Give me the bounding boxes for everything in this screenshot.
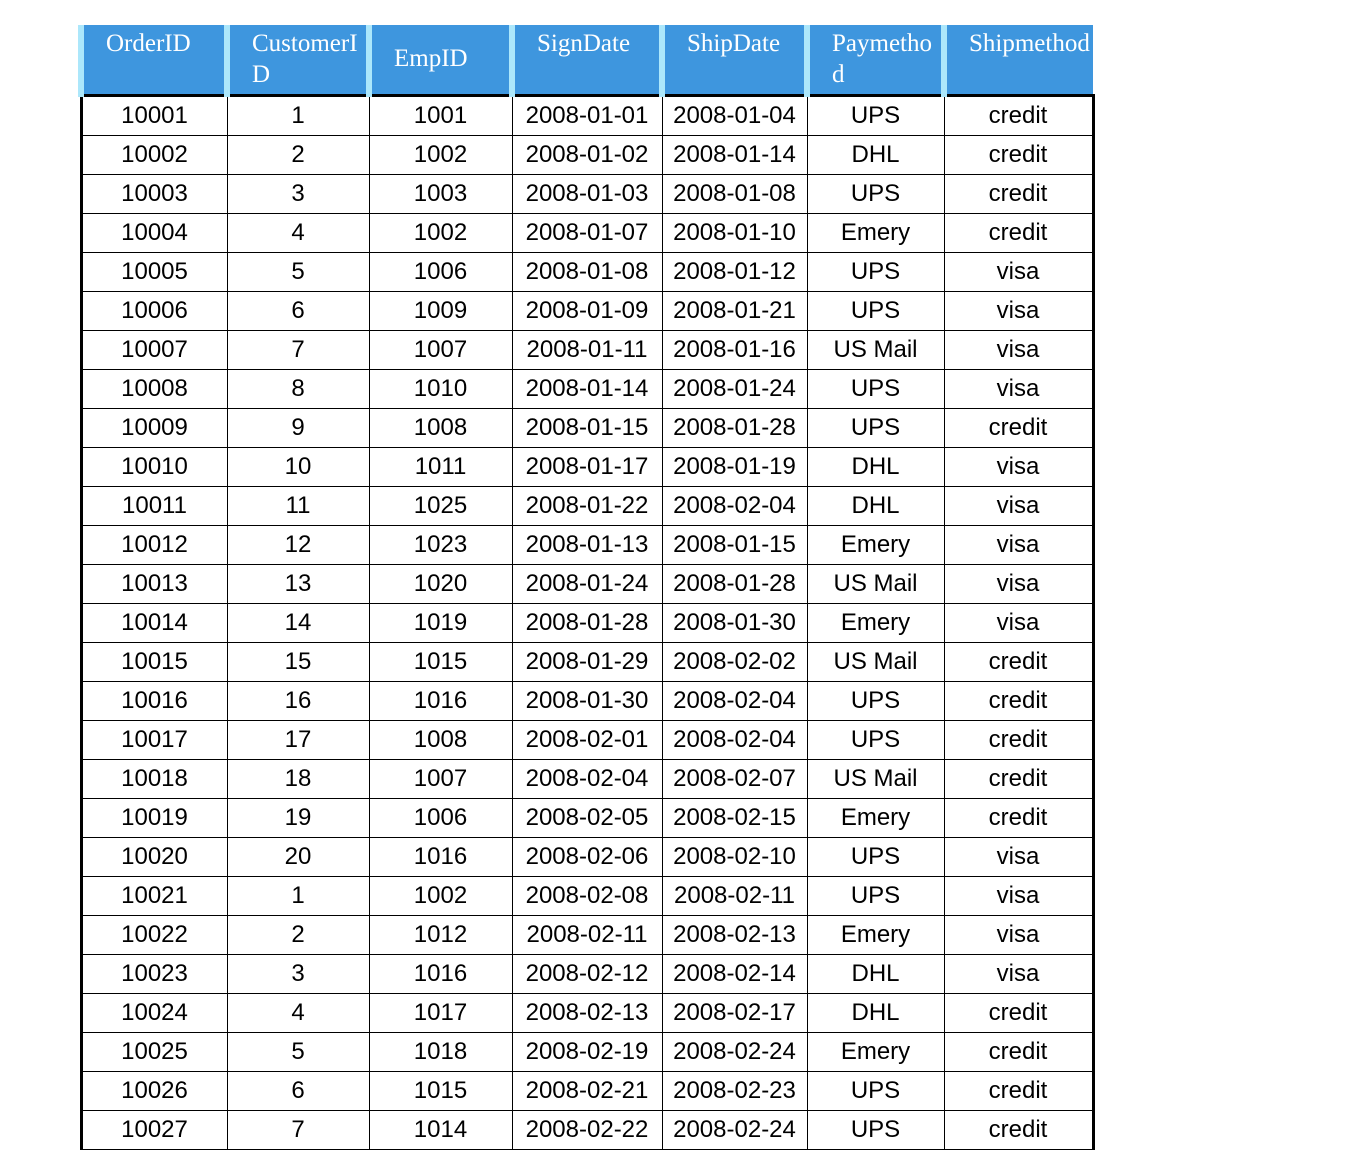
cell-ship-method: visa <box>944 331 1093 370</box>
cell-customer-id: 15 <box>227 643 369 682</box>
table-row[interactable] <box>81 838 1093 877</box>
cell-ship-date: 2008-02-04 <box>662 721 807 760</box>
table-row[interactable] <box>81 1111 1093 1150</box>
cell-customer-id: 2 <box>227 916 369 955</box>
cell-ship-date: 2008-01-30 <box>662 604 807 643</box>
cell-customer-id: 6 <box>227 292 369 331</box>
cell-order-id: 10010 <box>81 448 227 487</box>
cell-emp-id: 1018 <box>369 1033 512 1072</box>
cell-customer-id: 4 <box>227 994 369 1033</box>
cell-emp-id: 1017 <box>369 994 512 1033</box>
cell-pay-method: US Mail <box>807 331 944 370</box>
table-row[interactable] <box>81 409 1093 448</box>
cell-ship-method: credit <box>944 409 1093 448</box>
table-row[interactable] <box>81 643 1093 682</box>
cell-ship-date: 2008-02-17 <box>662 994 807 1033</box>
cell-sign-date: 2008-01-15 <box>512 409 662 448</box>
cell-ship-method: visa <box>944 487 1093 526</box>
cell-sign-date: 2008-02-04 <box>512 760 662 799</box>
cell-ship-method: visa <box>944 448 1093 487</box>
cell-ship-date: 2008-02-10 <box>662 838 807 877</box>
cell-ship-date: 2008-01-08 <box>662 175 807 214</box>
cell-pay-method: Emery <box>807 214 944 253</box>
cell-ship-date: 2008-02-23 <box>662 1072 807 1111</box>
cell-ship-date: 2008-01-15 <box>662 526 807 565</box>
cell-pay-method: DHL <box>807 136 944 175</box>
col-customer-id[interactable]: CustomerID <box>227 25 369 96</box>
cell-sign-date: 2008-02-22 <box>512 1111 662 1150</box>
cell-pay-method: UPS <box>807 292 944 331</box>
col-pay-method[interactable]: Paymethod <box>807 25 944 96</box>
cell-sign-date: 2008-01-28 <box>512 604 662 643</box>
table-row[interactable] <box>81 292 1093 331</box>
cell-sign-date: 2008-01-08 <box>512 253 662 292</box>
cell-ship-method: credit <box>944 721 1093 760</box>
table-header-row <box>81 25 1093 96</box>
cell-order-id: 10018 <box>81 760 227 799</box>
cell-order-id: 10013 <box>81 565 227 604</box>
cell-ship-date: 2008-01-21 <box>662 292 807 331</box>
cell-customer-id: 9 <box>227 409 369 448</box>
cell-customer-id: 6 <box>227 1072 369 1111</box>
cell-pay-method: UPS <box>807 96 944 136</box>
cell-sign-date: 2008-01-09 <box>512 292 662 331</box>
cell-emp-id: 1020 <box>369 565 512 604</box>
cell-order-id: 10011 <box>81 487 227 526</box>
cell-order-id: 10019 <box>81 799 227 838</box>
cell-order-id: 10009 <box>81 409 227 448</box>
cell-ship-method: visa <box>944 526 1093 565</box>
cell-ship-method: credit <box>944 1072 1093 1111</box>
cell-order-id: 10007 <box>81 331 227 370</box>
cell-ship-method: credit <box>944 214 1093 253</box>
cell-sign-date: 2008-01-17 <box>512 448 662 487</box>
cell-sign-date: 2008-02-05 <box>512 799 662 838</box>
table-row[interactable] <box>81 136 1093 175</box>
cell-ship-method: credit <box>944 682 1093 721</box>
cell-ship-date: 2008-01-16 <box>662 331 807 370</box>
cell-ship-method: visa <box>944 370 1093 409</box>
cell-customer-id: 10 <box>227 448 369 487</box>
cell-ship-date: 2008-02-07 <box>662 760 807 799</box>
cell-customer-id: 3 <box>227 955 369 994</box>
cell-ship-method: visa <box>944 292 1093 331</box>
cell-emp-id: 1002 <box>369 136 512 175</box>
cell-customer-id: 11 <box>227 487 369 526</box>
cell-order-id: 10012 <box>81 526 227 565</box>
table-row[interactable] <box>81 253 1093 292</box>
cell-ship-method: visa <box>944 877 1093 916</box>
cell-pay-method: Emery <box>807 526 944 565</box>
cell-order-id: 10001 <box>81 96 227 136</box>
cell-ship-method: visa <box>944 253 1093 292</box>
cell-sign-date: 2008-01-14 <box>512 370 662 409</box>
cell-customer-id: 5 <box>227 253 369 292</box>
cell-ship-method: credit <box>944 1033 1093 1072</box>
cell-ship-date: 2008-02-24 <box>662 1111 807 1150</box>
cell-ship-method: credit <box>944 175 1093 214</box>
cell-pay-method: DHL <box>807 994 944 1033</box>
cell-pay-method: DHL <box>807 487 944 526</box>
cell-order-id: 10022 <box>81 916 227 955</box>
table-row[interactable] <box>81 877 1093 916</box>
cell-emp-id: 1016 <box>369 838 512 877</box>
table-row[interactable] <box>81 1072 1093 1111</box>
cell-emp-id: 1002 <box>369 877 512 916</box>
cell-sign-date: 2008-02-21 <box>512 1072 662 1111</box>
cell-customer-id: 7 <box>227 1111 369 1150</box>
cell-sign-date: 2008-01-02 <box>512 136 662 175</box>
table-row[interactable] <box>81 175 1093 214</box>
cell-ship-date: 2008-01-28 <box>662 409 807 448</box>
cell-emp-id: 1015 <box>369 1072 512 1111</box>
cell-order-id: 10004 <box>81 214 227 253</box>
table-row[interactable] <box>81 331 1093 370</box>
cell-ship-method: credit <box>944 799 1093 838</box>
cell-sign-date: 2008-01-03 <box>512 175 662 214</box>
cell-order-id: 10026 <box>81 1072 227 1111</box>
cell-pay-method: UPS <box>807 409 944 448</box>
cell-emp-id: 1007 <box>369 331 512 370</box>
cell-order-id: 10020 <box>81 838 227 877</box>
table-row[interactable] <box>81 955 1093 994</box>
cell-emp-id: 1012 <box>369 916 512 955</box>
cell-customer-id: 3 <box>227 175 369 214</box>
orders-table <box>78 25 1095 1150</box>
cell-ship-method: credit <box>944 1111 1093 1150</box>
cell-order-id: 10003 <box>81 175 227 214</box>
cell-customer-id: 12 <box>227 526 369 565</box>
cell-customer-id: 8 <box>227 370 369 409</box>
cell-ship-date: 2008-02-11 <box>662 877 807 916</box>
cell-ship-date: 2008-02-15 <box>662 799 807 838</box>
cell-pay-method: UPS <box>807 721 944 760</box>
table-row[interactable] <box>81 916 1093 955</box>
table-row[interactable] <box>81 721 1093 760</box>
cell-pay-method: UPS <box>807 838 944 877</box>
cell-emp-id: 1025 <box>369 487 512 526</box>
cell-pay-method: US Mail <box>807 565 944 604</box>
cell-order-id: 10008 <box>81 370 227 409</box>
cell-pay-method: UPS <box>807 877 944 916</box>
cell-customer-id: 1 <box>227 877 369 916</box>
cell-pay-method: DHL <box>807 955 944 994</box>
table-head <box>81 25 1093 96</box>
col-ship-date[interactable]: ShipDate <box>662 25 807 96</box>
cell-pay-method: UPS <box>807 1072 944 1111</box>
cell-order-id: 10006 <box>81 292 227 331</box>
cell-customer-id: 5 <box>227 1033 369 1072</box>
cell-order-id: 10002 <box>81 136 227 175</box>
cell-emp-id: 1006 <box>369 799 512 838</box>
cell-ship-method: credit <box>944 136 1093 175</box>
cell-sign-date: 2008-02-08 <box>512 877 662 916</box>
cell-emp-id: 1016 <box>369 682 512 721</box>
cell-sign-date: 2008-01-07 <box>512 214 662 253</box>
cell-ship-date: 2008-02-14 <box>662 955 807 994</box>
table-row[interactable] <box>81 370 1093 409</box>
table-row[interactable] <box>81 760 1093 799</box>
col-ship-method[interactable]: Shipmethod <box>944 25 1093 96</box>
cell-emp-id: 1008 <box>369 721 512 760</box>
cell-pay-method: UPS <box>807 1111 944 1150</box>
cell-sign-date: 2008-02-11 <box>512 916 662 955</box>
cell-ship-date: 2008-01-28 <box>662 565 807 604</box>
cell-sign-date: 2008-02-13 <box>512 994 662 1033</box>
cell-customer-id: 19 <box>227 799 369 838</box>
cell-order-id: 10025 <box>81 1033 227 1072</box>
table-row[interactable] <box>81 799 1093 838</box>
cell-ship-date: 2008-01-24 <box>662 370 807 409</box>
cell-emp-id: 1011 <box>369 448 512 487</box>
cell-emp-id: 1008 <box>369 409 512 448</box>
cell-ship-method: credit <box>944 760 1093 799</box>
table-row[interactable] <box>81 526 1093 565</box>
cell-pay-method: UPS <box>807 253 944 292</box>
cell-order-id: 10027 <box>81 1111 227 1150</box>
cell-emp-id: 1019 <box>369 604 512 643</box>
cell-ship-method: visa <box>944 916 1093 955</box>
cell-pay-method: US Mail <box>807 643 944 682</box>
cell-ship-date: 2008-02-13 <box>662 916 807 955</box>
cell-customer-id: 16 <box>227 682 369 721</box>
cell-emp-id: 1007 <box>369 760 512 799</box>
cell-order-id: 10005 <box>81 253 227 292</box>
table-body <box>81 96 1093 1150</box>
table-row[interactable] <box>81 487 1093 526</box>
cell-emp-id: 1003 <box>369 175 512 214</box>
cell-order-id: 10016 <box>81 682 227 721</box>
cell-ship-date: 2008-01-14 <box>662 136 807 175</box>
cell-customer-id: 13 <box>227 565 369 604</box>
cell-customer-id: 2 <box>227 136 369 175</box>
col-order-id[interactable]: OrderID <box>81 25 227 96</box>
cell-ship-date: 2008-01-19 <box>662 448 807 487</box>
cell-pay-method: Emery <box>807 916 944 955</box>
cell-order-id: 10014 <box>81 604 227 643</box>
cell-sign-date: 2008-01-01 <box>512 96 662 136</box>
cell-ship-method: visa <box>944 604 1093 643</box>
cell-order-id: 10024 <box>81 994 227 1033</box>
cell-customer-id: 4 <box>227 214 369 253</box>
cell-order-id: 10021 <box>81 877 227 916</box>
cell-pay-method: Emery <box>807 799 944 838</box>
cell-ship-date: 2008-01-12 <box>662 253 807 292</box>
cell-ship-method: visa <box>944 838 1093 877</box>
cell-ship-date: 2008-02-04 <box>662 682 807 721</box>
cell-pay-method: Emery <box>807 1033 944 1072</box>
cell-sign-date: 2008-02-12 <box>512 955 662 994</box>
cell-pay-method: UPS <box>807 175 944 214</box>
cell-customer-id: 7 <box>227 331 369 370</box>
cell-sign-date: 2008-02-06 <box>512 838 662 877</box>
cell-pay-method: US Mail <box>807 760 944 799</box>
table-row[interactable] <box>81 448 1093 487</box>
cell-emp-id: 1010 <box>369 370 512 409</box>
cell-sign-date: 2008-01-13 <box>512 526 662 565</box>
cell-sign-date: 2008-02-01 <box>512 721 662 760</box>
cell-ship-date: 2008-02-24 <box>662 1033 807 1072</box>
cell-pay-method: UPS <box>807 682 944 721</box>
cell-emp-id: 1015 <box>369 643 512 682</box>
orders-table-container <box>78 25 1090 1150</box>
table-row[interactable] <box>81 96 1093 136</box>
table-row[interactable] <box>81 994 1093 1033</box>
cell-ship-method: visa <box>944 955 1093 994</box>
cell-order-id: 10023 <box>81 955 227 994</box>
cell-emp-id: 1009 <box>369 292 512 331</box>
cell-customer-id: 14 <box>227 604 369 643</box>
cell-ship-method: credit <box>944 96 1093 136</box>
table-row[interactable] <box>81 565 1093 604</box>
cell-sign-date: 2008-01-11 <box>512 331 662 370</box>
table-row[interactable] <box>81 682 1093 721</box>
cell-customer-id: 18 <box>227 760 369 799</box>
cell-ship-method: visa <box>944 565 1093 604</box>
cell-ship-date: 2008-02-04 <box>662 487 807 526</box>
cell-customer-id: 17 <box>227 721 369 760</box>
cell-emp-id: 1001 <box>369 96 512 136</box>
cell-emp-id: 1016 <box>369 955 512 994</box>
cell-pay-method: DHL <box>807 448 944 487</box>
cell-ship-method: credit <box>944 994 1093 1033</box>
table-row[interactable] <box>81 604 1093 643</box>
cell-ship-date: 2008-01-10 <box>662 214 807 253</box>
cell-sign-date: 2008-01-22 <box>512 487 662 526</box>
cell-emp-id: 1006 <box>369 253 512 292</box>
cell-ship-date: 2008-01-04 <box>662 96 807 136</box>
cell-pay-method: Emery <box>807 604 944 643</box>
cell-ship-method: credit <box>944 643 1093 682</box>
cell-emp-id: 1002 <box>369 214 512 253</box>
cell-customer-id: 1 <box>227 96 369 136</box>
cell-sign-date: 2008-01-24 <box>512 565 662 604</box>
cell-pay-method: UPS <box>807 370 944 409</box>
cell-sign-date: 2008-01-29 <box>512 643 662 682</box>
cell-emp-id: 1014 <box>369 1111 512 1150</box>
cell-ship-date: 2008-02-02 <box>662 643 807 682</box>
cell-customer-id: 20 <box>227 838 369 877</box>
cell-emp-id: 1023 <box>369 526 512 565</box>
cell-order-id: 10017 <box>81 721 227 760</box>
cell-order-id: 10015 <box>81 643 227 682</box>
table-row[interactable] <box>81 1033 1093 1072</box>
cell-sign-date: 2008-02-19 <box>512 1033 662 1072</box>
col-emp-id[interactable]: EmpID <box>369 25 512 96</box>
cell-sign-date: 2008-01-30 <box>512 682 662 721</box>
col-sign-date[interactable]: SignDate <box>512 25 662 96</box>
table-row[interactable] <box>81 214 1093 253</box>
